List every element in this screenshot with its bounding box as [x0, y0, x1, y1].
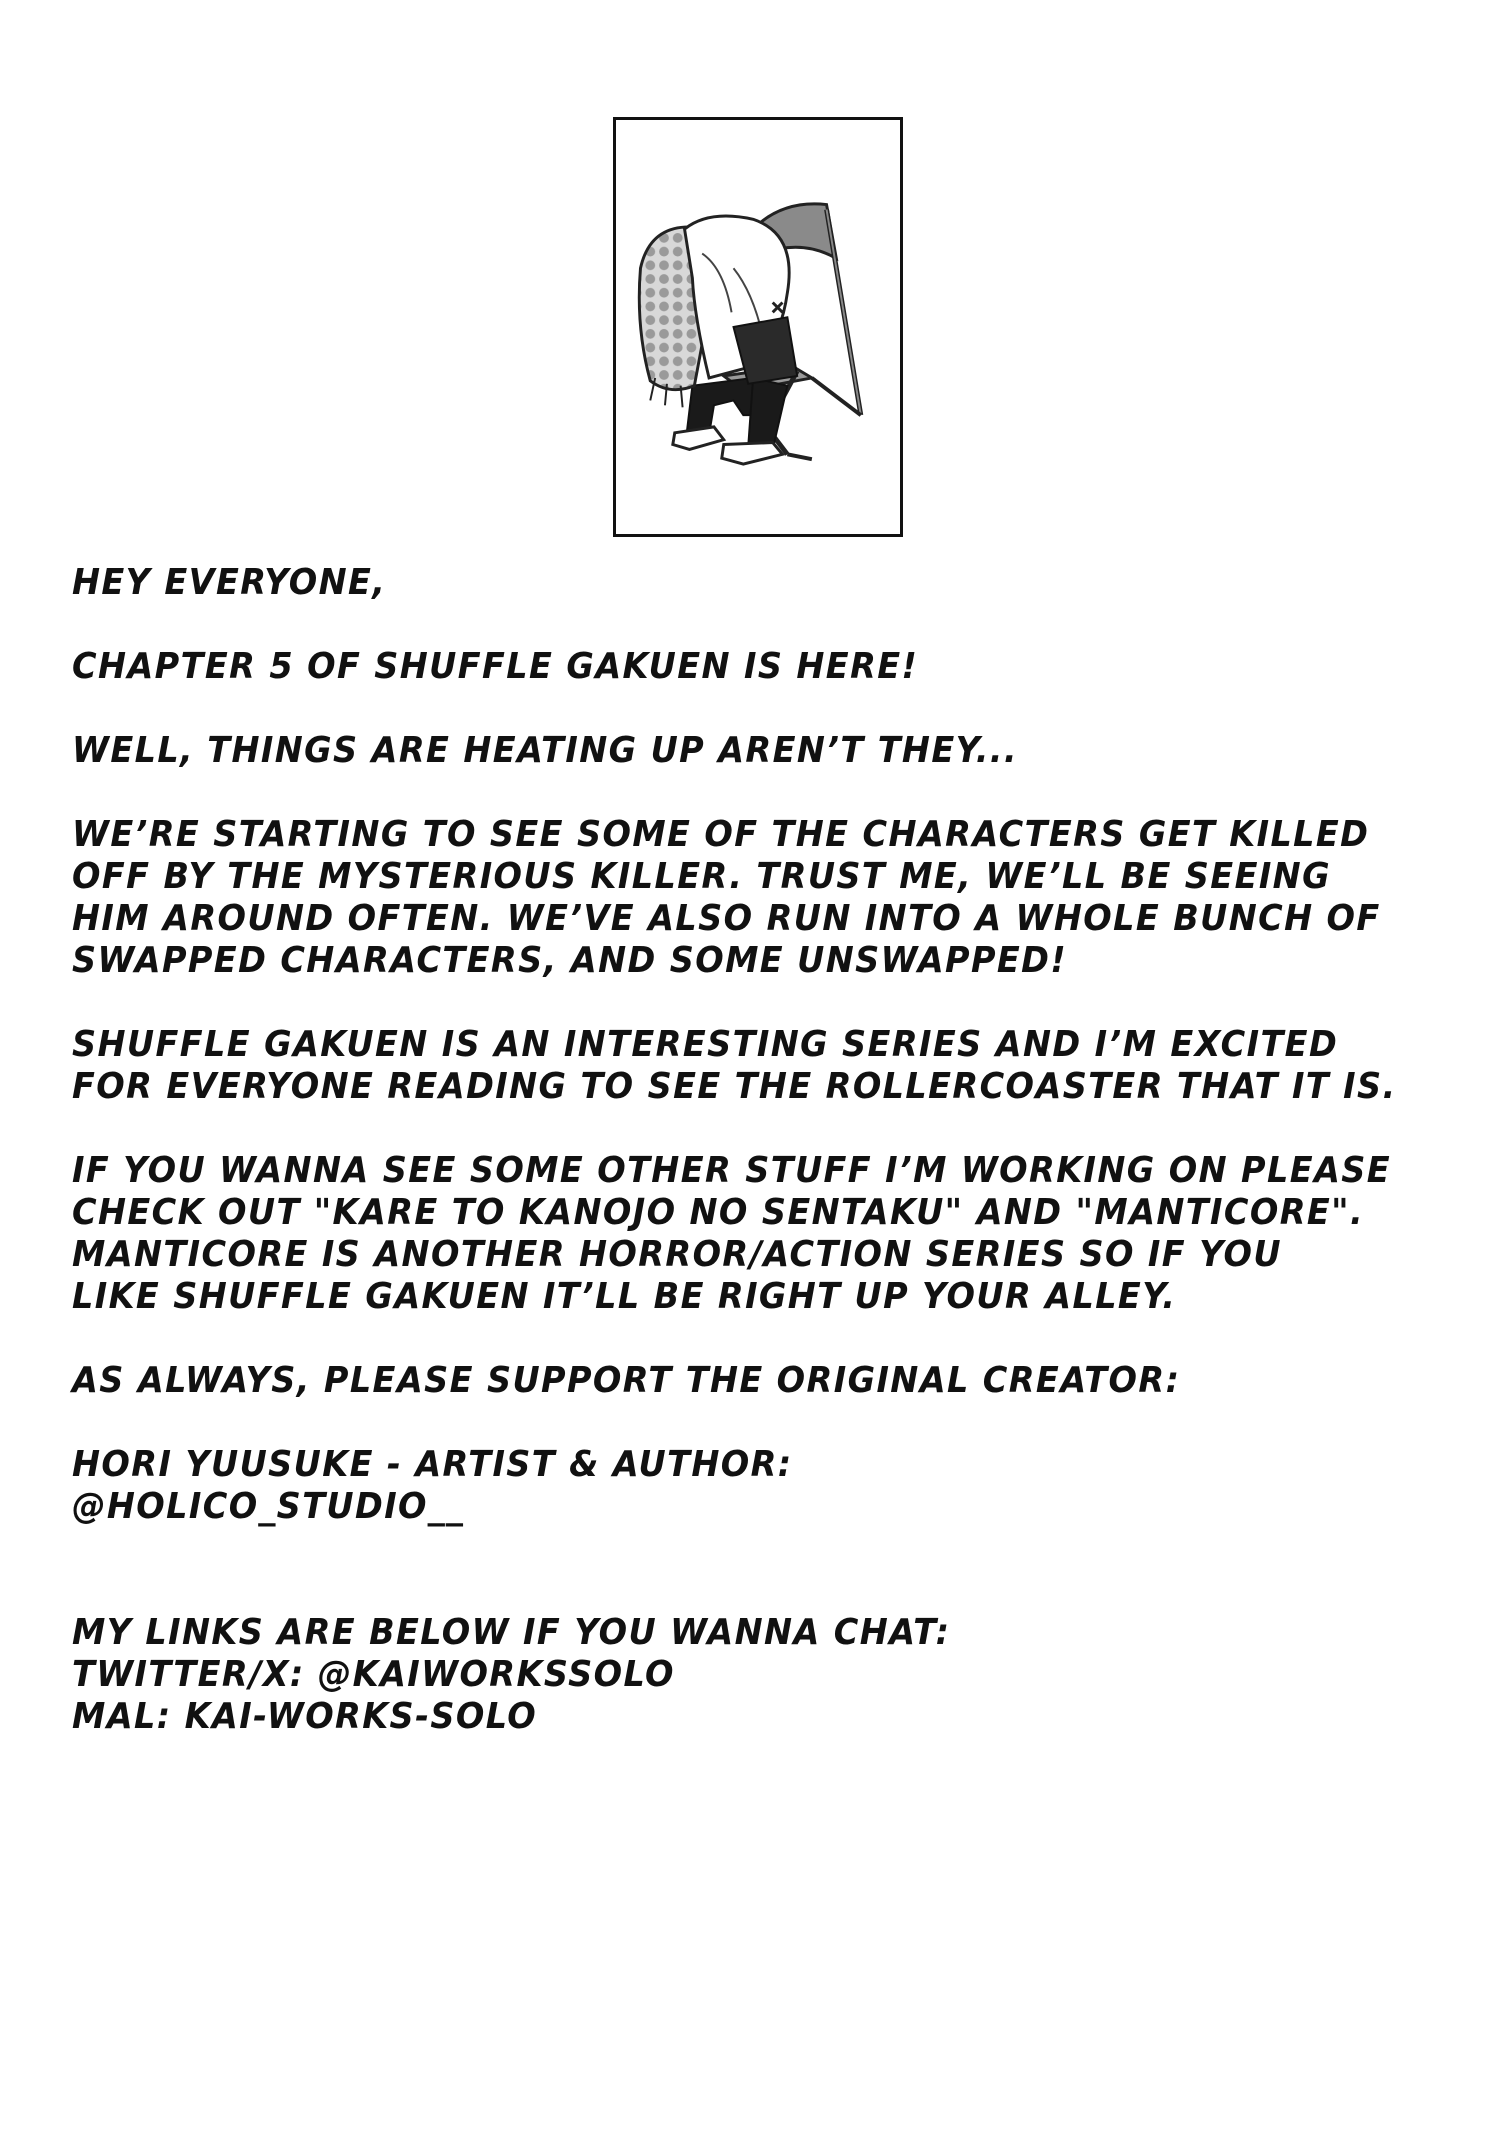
greeting-paragraph — [72, 562, 1365, 604]
killer-paragraph — [72, 814, 1381, 982]
series-paragraph — [72, 1024, 1397, 1108]
creator-handle: @HOLICO_STUDIO__ — [72, 1486, 465, 1527]
other-works-line-1: IF YOU WANNA SEE SOME OTHER STUFF I’M WORKING ON PLEASE — [72, 1150, 1392, 1191]
announcement-paragraph — [72, 646, 1365, 688]
intro-line: WELL, THINGS ARE HEATING UP AREN’T THEY... — [72, 730, 1019, 771]
announcement-line: CHAPTER 5 OF SHUFFLE GAKUEN IS HERE! — [72, 646, 919, 687]
support-line: AS ALWAYS, PLEASE SUPPORT THE ORIGINAL CREATOR: — [72, 1360, 1181, 1401]
creator-credit: HORI YUUSUKE - ARTIST & AUTHOR: — [72, 1444, 793, 1485]
other-works-line-4: LIKE SHUFFLE GAKUEN IT’LL BE RIGHT UP YOUR ALLEY. — [72, 1276, 1177, 1317]
other-works-line-3: MANTICORE IS ANOTHER HORROR/ACTION SERIES SO IF YOU — [72, 1234, 1282, 1275]
links-intro: MY LINKS ARE BELOW IF YOU WANNA CHAT: — [72, 1612, 951, 1653]
character-sitting-on-folding-chair-illustration — [616, 120, 900, 534]
killer-line-2: OFF BY THE MYSTERIOUS KILLER. TRUST ME, WE’LL BE SEEING — [72, 856, 1331, 897]
greeting-line: HEY EVERYONE, — [72, 562, 387, 603]
killer-line-1: WE’RE STARTING TO SEE SOME OF THE CHARACTERS GET KILLED — [72, 814, 1370, 855]
illustration-frame — [613, 117, 903, 537]
translator-notes — [72, 562, 1397, 1780]
other-works-paragraph — [72, 1150, 1392, 1318]
series-line-1: SHUFFLE GAKUEN IS AN INTERESTING SERIES AND I’M EXCITED — [72, 1024, 1339, 1065]
series-line-2: FOR EVERYONE READING TO SEE THE ROLLERCOASTER THAT IT IS. — [72, 1066, 1397, 1107]
other-works-line-2: CHECK OUT "KARE TO KANOJO NO SENTAKU" AND "MANTICORE". — [72, 1192, 1365, 1233]
twitter-link: TWITTER/X: @KAIWORKSSOLO — [72, 1654, 675, 1695]
mal-link: MAL: KAI-WORKS-SOLO — [72, 1696, 538, 1737]
links-paragraph — [72, 1612, 1365, 1738]
killer-line-4: SWAPPED CHARACTERS, AND SOME UNSWAPPED! — [72, 940, 1068, 981]
intro-paragraph — [72, 730, 1365, 772]
creator-paragraph — [72, 1444, 1365, 1528]
support-paragraph — [72, 1360, 1365, 1402]
killer-line-3: HIM AROUND OFTEN. WE’VE ALSO RUN INTO A WHOLE BUNCH OF — [72, 898, 1381, 939]
